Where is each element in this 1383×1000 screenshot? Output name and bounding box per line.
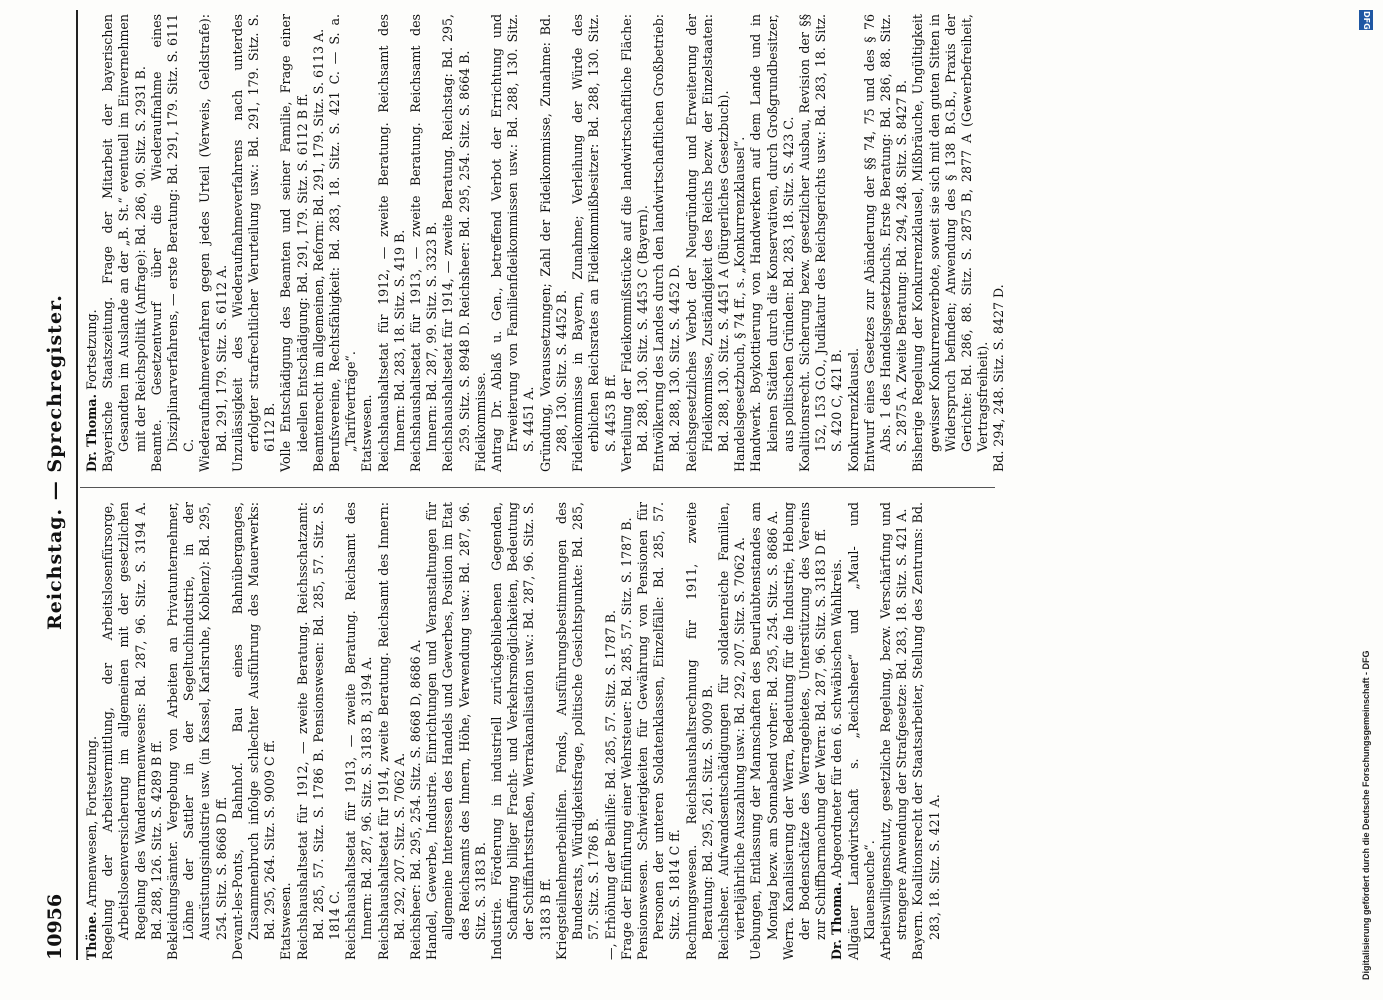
register-entry: Bekleidungsämter. Vergebung von Arbeiten an Privatunternehmer, Löhne der Sattler in der Segeltuchindustrie, in der Ausrüstungsindustrie usw. (in Kassel, Karlsruhe, Koblenz): Bd. 295, 254. Sitz. S. 8668 D ff. [165,502,229,960]
continuation-label: Fortsetzung. [84,309,99,391]
register-entry: Reichshaushaltsetat für 1913, — zweite Beratung. Reichsamt des Innern: Bd. 287, 96. Sitz. S. 3183 B, 3194 A. [343,502,375,960]
left-entries-2 [846,502,943,960]
register-entry: Berufsvereine, Rechtsfähigkeit: Bd. 283, 18. Sitz. S. 421 C. — S. a. „Tarifverträge“. [327,14,359,472]
second-speaker-heading [829,502,845,960]
register-entry: Fideikommisse. [472,372,488,472]
right-column [84,14,1008,472]
register-entry: Reichshaushaltsetat für 1912, — zweite Beratung. Reichsschatzamt: Bd. 285, 57. Sitz. S. 1786 B. Pensionswesen: Bd. 285, 57. Sitz. S. 1814 C. [294,502,343,960]
register-entry: Fideikommisse in Bayern, Zunahme; Verleihung der Würde des erblichen Reichsrates an Fideikommißbesitzer: Bd. 288, 130. Sitz. S. 4453 B ff. [570,14,618,472]
register-entry: —, Erhöhung der Beihilfe: Bd. 285, 57. Sitz. S. 1787 B. [602,610,618,960]
left-entries [100,502,829,960]
register-entry: Entwölkerung des Landes durch den landwirtschaftlichen Großbetrieb: Bd. 288, 130. Sitz. S. 4452 D. [651,14,683,472]
register-entry: Bd. 294, 248. Sitz. S. 8427 D. [991,284,1007,472]
speaker-name: Dr. Thoma. [84,394,99,472]
register-entry: Bayern. Koalitionsrecht der Staatsarbeiter, Stellung des Zentrums: Bd. 283, 18. Sitz. S. 421 A. [910,502,942,960]
speaker-name: Thöne. [84,911,99,960]
left-column [84,502,943,960]
register-entry: Werra. Kanalisierung der Werra, Bedeutung für die Industrie, Hebung der Bodenschätze des Werragebietes, Unterstützung des Vereins zur Schiffbarmachung der Werra: Bd. 287, 96. Sitz. S. 3183 D ff. [780,502,829,960]
register-entry: Konkurrenzklausel. [845,348,861,472]
register-entry: Verteilung der Fideikommißstücke auf die landwirtschaftliche Fläche: Bd. 288, 130. Sitz. S. 4453 C (Bayern). [618,14,650,472]
register-entry: Reichsheer: Bd. 295, 254. Sitz. S. 8668 D, 8686 A. [408,639,424,960]
register-entry: Wiederaufnahmeverfahren gegen jedes Urteil (Verweis, Geldstrafe): Bd. 291, 179. Sitz. S. 6112 A. [197,14,229,472]
dfg-logo: DFG [1359,10,1373,30]
register-entry: Rechnungswesen. Reichshaushaltsrechnung für 1911, zweite Beratung: Bd. 295, 261. Sitz. S. 9009 B. [683,502,715,960]
register-entry: Devant-les-Ponts, Bahnhof. Bau eines Bahnüberganges, Zusammenbruch infolge schlechter Ausführung des Mauerwerks: Bd. 295, 264. Sitz. S. 9009 C ff. [229,502,278,960]
register-entry: Reichshaushaltsetat für 1914, zweite Beratung. Reichsamt des Innern: Bd. 292, 207. Sitz. S. 7062 A. [375,502,407,960]
page-number: 10956 [44,893,66,960]
register-entry: Entwurf eines Gesetzes zur Abänderung der §§ 74, 75 und des § 76 Abs. 1 des Handelsgesetzbuchs. Erste Beratung: Bd. 286, 88. Sitz. S. 2875 A. Zweite Beratung: Bd. 294, 248. Sitz. S. 8427 B. [861,14,910,472]
speaker-intro: Abgeordneter für den 6. schwäbischen Wahlkreis. [829,558,845,879]
register-entry: Reichshaushaltsetat für 1914, — zweite Beratung. Reichstag: Bd. 295, 259. Sitz. S. 8948 D. Reichsheer: Bd. 295, 254. Sitz. S. 8664 B. [440,14,472,472]
continuation-label: Armenwesen, Fortsetzung. [84,736,99,908]
right-column-heading [84,14,100,472]
register-entry: Handelsgesetzbuch, § 74 ff., s. „Konkurrenzklausel“. [732,136,748,472]
register-entry: Bayerische Staatszeitung. Frage der Mitarbeit der bayerischen Gesandten im Auslande an der „B. St.“ eventuell im Einvernehmen mit der Reichspolitik (Anfrage): Bd. 286, 90. Sitz. S. 2931 B. [100,14,148,472]
register-entry: Handwerk. Boykottierung von Handwerkern auf dem Lande und in kleinen Städten durch die Konservativen, durch Großgrundbesitzer, aus politischen Gründen: Bd. 283, 18. Sitz. S. 423 C. [748,14,796,472]
header-rule [76,10,78,960]
register-entry: Arbeitswilligenschutz, gesetzliche Regelung, bezw. Verschärfung und strengere Anwendung der Strafgesetze: Bd. 283, 18. Sitz. S. 421 A. [877,502,910,960]
register-entry: Pensionswesen. Schwierigkeiten für Gewährung von Pensionen für Personen der unteren Soldatenklassen, Einzelfälle: Bd. 285, 57. Sitz. S. 1814 C ff. [634,502,683,960]
register-entry: Reichshaushaltsetat für 1913, — zweite Beratung. Reichsamt des Innern: Bd. 287, 99. Sitz. S. 3323 B. [408,14,440,472]
register-entry: Beamte. Gesetzentwurf über die Wiederaufnahme eines Disziplinarverfahrens, — erste Beratung: Bd. 291, 179. Sitz. S. 6111 C. [148,14,197,472]
register-entry: Unzulässigkeit des Wiederaufnahmeverfahrens nach unterdes erfolgter strafrechtlicher Verurteilung usw.: Bd. 291, 179. Sitz. S. 6112 B. [229,14,278,472]
register-entry: Bisherige Regelung der Konkurrenzklausel, Mißbräuche, Ungültigkeit gewisser Konkurrenzverbote, soweit sie sich mit den guten Sitten in Widerspruch befinden; Anwendung des § 138 B.G.B., Praxis der Gerichte: Bd. 286, 88. Sitz. S. 2875 B, 2877 A (Gewerbefreiheit, Vertragsfreiheit). [910,14,991,472]
register-entry: Industrie. Förderung in industriell zurückgebliebenen Gegenden, Schaffung billiger Fracht- und Verkehrsmöglichkeiten, Bedeutung der Schiffahrtsstraßen, Werrakanalisation usw.: Bd. 287, 96. Sitz. S. 3183 B ff. [489,502,553,960]
speaker-name: Dr. Thoma. [829,882,845,960]
register-entry: Volle Entschädigung des Beamten und seiner Familie, Frage einer ideellen Entschädigung: Bd. 291, 179. Sitz. S. 6112 B ff. [278,14,310,472]
column-divider [80,487,995,488]
register-entry: Beamtenrecht im allgemeinen, Reform: Bd. 291, 179. Sitz. S. 6113 A. [310,28,326,472]
register-entry: Uebungen, Entlassung der Mannschaften des Beurlaubtenstandes am Montag bezw. am Sonnabend vorher: Bd. 295, 254. Sitz. S. 8686 A. [748,502,780,960]
register-entry: Etatswesen. [359,394,375,472]
register-entry: Reichshaushaltsetat für 1912, — zweite Beratung. Reichsamt des Innern: Bd. 283, 18. Sitz. S. 419 B. [375,14,407,472]
register-entry: Reichsheer. Aufwandsentschädigungen für soldatenreiche Familien, vierteljährliche Auszahlung usw.: Bd. 292, 207. Sitz. S. 7062 A. [715,502,748,960]
register-entry: Koalitionsrecht. Sicherung bezw. gesetzlicher Ausbau, Revision der §§ 152, 153 G.O., Judikatur des Reichsgerichts usw.: Bd. 283, 18. Sitz. S. 420 C, 421 B. [796,14,845,472]
credit-line: Digitalisierung gefördert durch die Deutsche Forschungsgemeinschaft - DFG [1361,650,1371,980]
left-column-heading [84,502,100,960]
register-entry: Handel, Gewerbe, Industrie. Einrichtungen und Veranstaltungen für allgemeine Interessen des Handels und Gewerbes, Position im Etat des Reichsamts des Innern, Höhe, Verwendung usw.: Bd. 287, 96. Sitz. S. 3183 B. [424,502,488,960]
register-entry: Frage der Einführung einer Wehrsteuer: Bd. 285, 57. Sitz. S. 1787 B. [618,517,634,960]
register-entry: Reichsgesetzliches Verbot der Neugründung und Erweiterung der Fideikommisse, Zuständigkeit des Reichs bezw. der Einzelstaaten: Bd. 288, 130. Sitz. S. 4451 A (Bürgerliches Gesetzbuch). [683,14,731,472]
register-entry: Regelung der Arbeitsvermittlung, der Arbeitslosenfürsorge, Arbeitslosenversicherung im allgemeinen mit der gesetzlichen Regelung des Wanderarmenwesens: Bd. 287, 96. Sitz. S. 3194 A. Bd. 288, 126. Sitz. S. 4289 B ff. [100,502,164,960]
right-entries [100,14,1007,472]
register-entry: Etatswesen. [278,882,294,960]
rotated-page-content [40,10,1350,960]
page-header [40,10,74,960]
register-entry: Allgäuer Landwirtschaft s. „Reichsheer“ und „Maul- und Klauenseuche“. [845,502,877,960]
register-entry: Kriegsteilnehmerbeihilfen. Fonds, Ausführungsbestimmungen des Bundesrats, Würdigkeitsfrage, politische Gesichtspunkte: Bd. 285, 57. Sitz. S. 1786 B. [553,502,602,960]
page-title: Reichstag. — Sprechregister. [44,294,66,630]
register-entry: Gründung, Voraussetzungen; Zahl der Fideikommisse, Zunahme: Bd. 288, 130. Sitz. S. 4452 B. [537,14,569,472]
register-entry: Antrag Dr. Ablaß u. Gen., betreffend Verbot der Errichtung und Erweiterung von Familienfideikommissen usw.: Bd. 288, 130. Sitz. S. 4451 A. [489,14,537,472]
